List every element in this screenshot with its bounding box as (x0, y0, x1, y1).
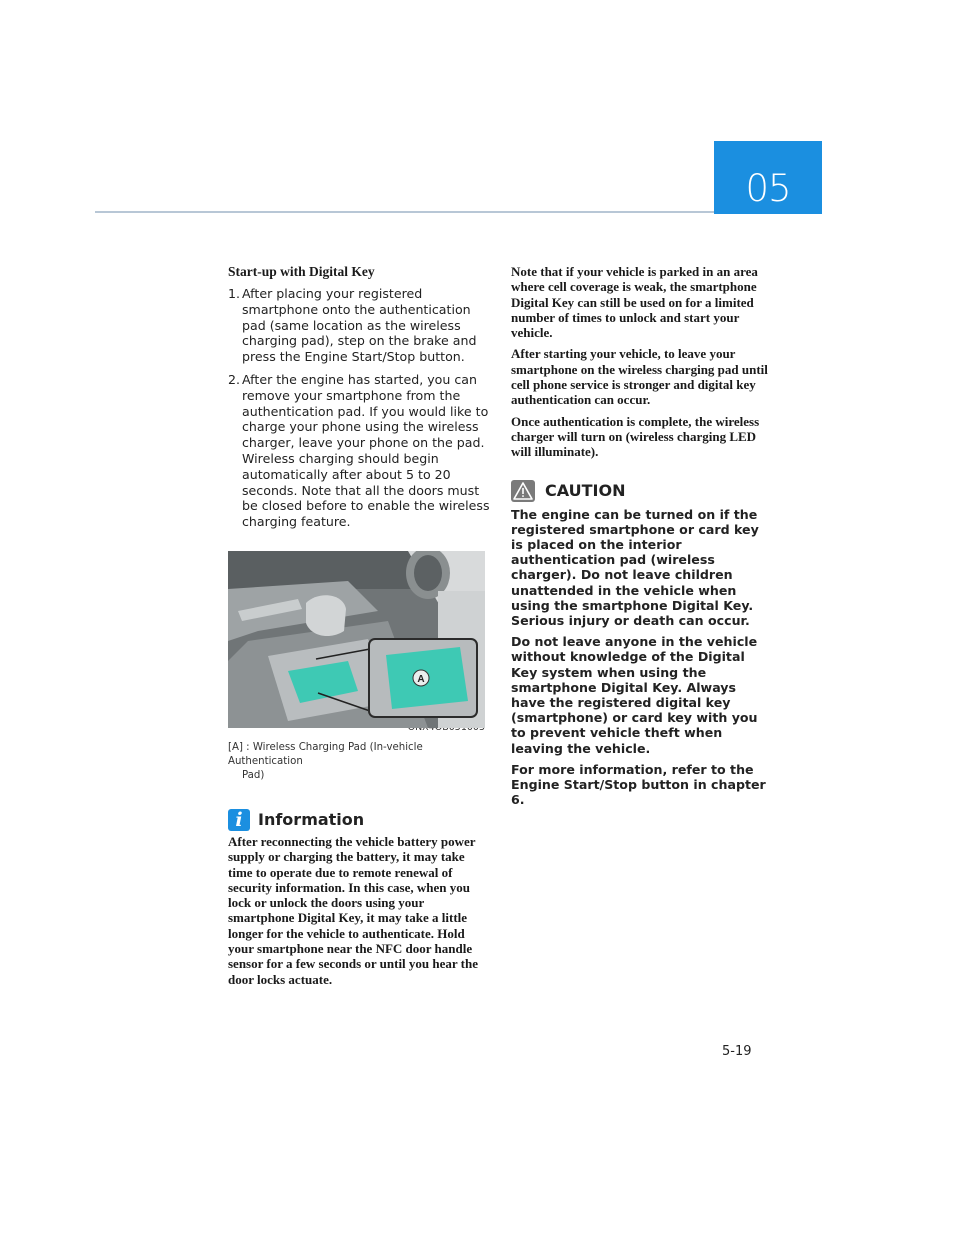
step-item (228, 286, 490, 365)
chapter-tab (714, 141, 822, 214)
paragraph: Note that if your vehicle is parked in an area where cell coverage is weak, the smartphone Digital Key can still be used on for a limited number of times to unlock and start your vehicle. (511, 264, 758, 341)
step-text: After the engine has started, you can remove your smartphone from the authentication pad. If you would like to charge your phone using the wireless charger, leave your phone on the pad. Wireless charging should begin automatically after about 5 to 20 seconds. Note that all the doors must be closed before to enable the wireless charging feature. (242, 371, 490, 530)
information-title: Information (258, 810, 365, 830)
paragraph: After starting your vehicle, to leave your smartphone on the wireless charging pad until cell phone service is stronger and digital key authentication can occur. (511, 346, 768, 408)
step-number: 2. (228, 371, 241, 387)
caution-paragraph: Do not leave anyone in the vehicle without knowledge of the Digital Key system when using the smartphone Digital Key. Always have the registered digital key (smartphone) or card key with you to prevent vehicle theft when leaving the vehicle. (511, 634, 758, 756)
information-header (228, 809, 490, 831)
warning-triangle-icon (511, 480, 535, 502)
right-column (511, 264, 773, 813)
figure-caption (228, 741, 490, 783)
info-icon: i (228, 809, 250, 831)
left-column (228, 264, 490, 987)
figure-marker: A (417, 673, 425, 685)
caution-paragraph: For more information, refer to the Engine Start/Stop button in chapter 6. (511, 761, 766, 808)
caution-body (511, 507, 773, 808)
step-number: 1. (228, 286, 241, 301)
information-body: After reconnecting the vehicle battery power supply or charging the battery, it may take time to operate due to remote renewal of security information. In this case, when you lock or unlock the doors using your smartphone Digital Key, it may take a little longer for the vehicle to authenticate. Hold your smartphone near the NFC door handle sensor for a few seconds or until you hear the door locks actuate. (228, 833, 479, 987)
section-heading: Start-up with Digital Key (228, 264, 375, 279)
figure-caption-line2: Pad) (242, 769, 265, 781)
console-illustration (228, 551, 485, 728)
chapter-divider-line (95, 211, 715, 213)
console-figure (228, 551, 485, 728)
paragraph: Once authentication is complete, the wireless charger will turn on (wireless charging LED will illuminate). (511, 413, 760, 460)
step-item (228, 372, 490, 530)
caution-header (511, 480, 773, 502)
caution-title: CAUTION (545, 481, 626, 501)
caution-paragraph: The engine can be turned on if the registered smartphone or card key is placed on the interior authentication pad (wireless charger). Do not leave children unattended in the vehicle when using the smartphone Digital Key. Serious injury or death can occur. (511, 506, 759, 628)
chapter-number: 05 (745, 167, 791, 210)
figure-caption-line1: [A] : Wireless Charging Pad (In-vehicle Authentication (228, 741, 423, 767)
page-number: 5-19 (722, 1044, 752, 1059)
step-text: After placing your registered smartphone onto the authentication pad (same location as the wireless charging pad), step on the brake and press the Engine Start/Stop button. (242, 286, 477, 365)
